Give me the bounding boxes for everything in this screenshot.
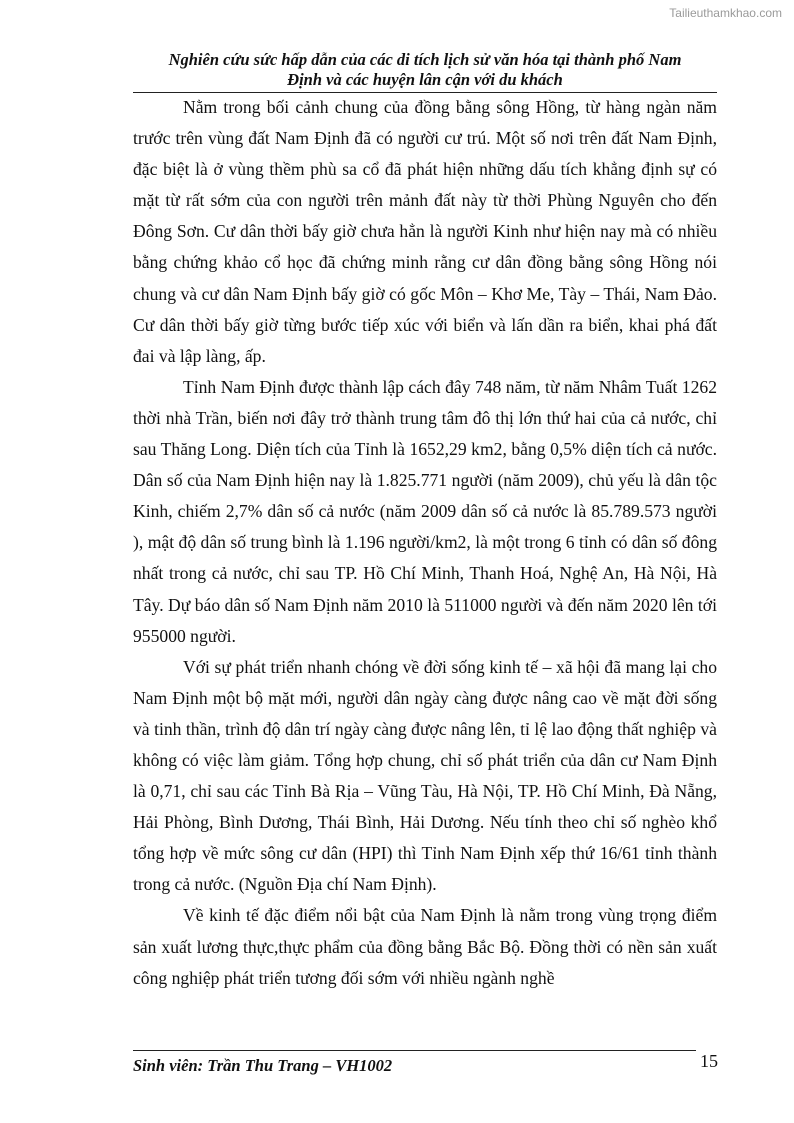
document-body	[133, 92, 717, 994]
header-title-line-1: Nghiên cứu sức hấp dẫn của các di tích lịch sử văn hóa tại thành phố Nam	[168, 50, 682, 69]
footer-divider	[133, 1050, 696, 1051]
paragraph-social-development: Với sự phát triển nhanh chóng về đời sống kinh tế – xã hội đã mang lại cho Nam Định một bộ mặt mới, người dân ngày càng được nâng cao về mặt đời sống và tinh thần, trình độ dân trí ngày càng được nâng lên, tỉ lệ lao động thất nghiệp và không có việc làm giảm. Tổng hợp chung, chỉ số phát triển của dân cư Nam Định là 0,71, chỉ sau các Tỉnh Bà Rịa – Vũng Tàu, Hà Nội, TP. Hồ Chí Minh, Đà Nẵng, Hải Phòng, Bình Dương, Thái Bình, Hải Dương. Nếu tính theo chỉ số nghèo khổ tổng hợp về mức sông cư dân (HPI) thì Tỉnh Nam Định xếp thứ 16/61 tỉnh thành trong cả nước. (Nguồn Địa chí Nam Định).	[133, 656, 717, 895]
paragraph-economy: Về kinh tế đặc điểm nổi bật của Nam Định là nằm trong vùng trọng điểm sản xuất lương thực,thực phẩm của đồng bằng Bắc Bộ. Đồng thời có nền sản xuất công nghiệp phát triển tương đối sớm với nhiều ngành nghề	[133, 905, 717, 988]
footer-student-name: Sinh viên: Trần Thu Trang – VH1002	[133, 1056, 393, 1075]
page-header	[133, 50, 717, 90]
header-title-line-2: Định và các huyện lân cận với du khách	[287, 70, 563, 89]
page-number: 15	[700, 1051, 718, 1071]
paragraph-early-inhabitants: Nằm trong bối cảnh chung của đồng bằng sông Hồng, từ hàng ngàn năm trước trên vùng đất Nam Định đã có người cư trú. Một số nơi trên đất Nam Định, đặc biệt là ở vùng thềm phù sa cổ đã phát hiện những dấu tích khẳng định sự có mặt từ rất sớm của con người trên mảnh đất này từ thời Phùng Nguyên cho đến Đông Sơn. Cư dân thời bấy giờ chưa hẳn là người Kinh như hiện nay mà có nhiều bằng chứng khảo cổ học đã chứng minh rằng cư dân đồng bằng sông Hồng nói chung và cư dân Nam Định bấy giờ có gốc Môn – Khơ Me, Tày – Thái, Nam Đảo. Cư dân thời bấy giờ từng bước tiếp xúc với biển và lấn dần ra biển, khai phá đất đai và lập làng, ấp.	[133, 97, 717, 366]
watermark-text: Tailieuthamkhao.com	[669, 6, 782, 20]
paragraph-province-population: Tỉnh Nam Định được thành lập cách đây 748 năm, từ năm Nhâm Tuất 1262 thời nhà Trần, biến nơi đây trở thành trung tâm đô thị lớn thứ hai của cả nước, chỉ sau Thăng Long. Diện tích của Tỉnh là 1652,29 km2, bằng 0,5% diện tích cả nước. Dân số của Nam Định hiện nay là 1.825.771 người (năm 2009), chủ yếu là dân tộc Kinh, chiếm 2,7% dân số cả nước (năm 2009 dân số cả nước là 85.789.573 người ), mật độ dân số trung bình là 1.196 người/km2, là một trong 6 tỉnh có dân số đông nhất trong cả nước, chỉ sau TP. Hồ Chí Minh, Thanh Hoá, Nghệ An, Hà Nội, Hà Tây. Dự báo dân số Nam Định năm 2010 là 511000 người và đến năm 2020 lên tới 955000 người.	[133, 376, 717, 646]
